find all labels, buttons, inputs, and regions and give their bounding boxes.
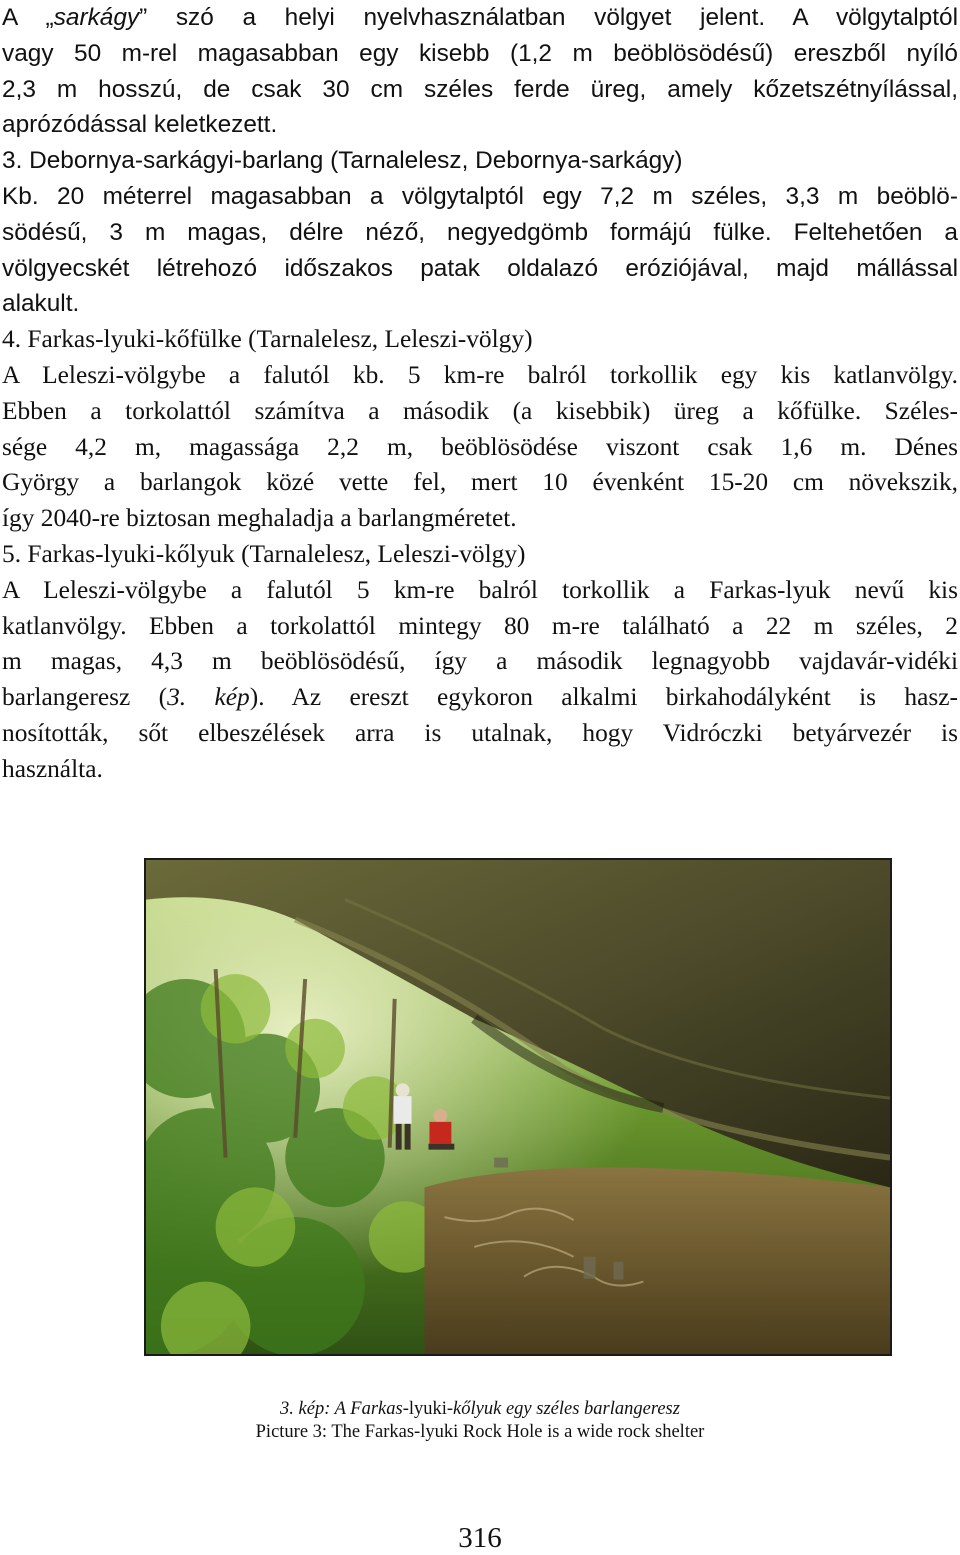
figure-caption-hungarian: 3. kép: A Farkas-lyuki-kőlyuk egy széles barlangeresz	[280, 1399, 680, 1419]
section-heading-4: 4. Farkas-lyuki-kőfülke (Tarnalelesz, Leleszi-völgy)	[2, 325, 533, 354]
paragraph-line: Kb. 20 méterrel magasabban a völgytalptól egy 7,2 m széles, 3,3 m beöblö-	[2, 182, 958, 210]
figure-caption-english: Picture 3: The Farkas-lyuki Rock Hole is a wide rock shelter	[255, 1422, 705, 1442]
paragraph-line: vagy 50 m-rel magasabban egy kisebb (1,2 m beöblösödésű) ereszből nyíló	[2, 39, 958, 67]
paragraph-line: A Leleszi-völgybe a falutól 5 km-re balról torkollik a Farkas-lyuk nevű kis	[2, 575, 958, 604]
paragraph-line: aprózódással keletkezett.	[2, 111, 278, 139]
paragraph-line: 2,3 m hosszú, de csak 30 cm széles ferde üreg, amely kőzetszétnyílással,	[2, 75, 958, 103]
paragraph-line: völgyecskét létrehozó időszakos patak oldalazó eróziójával, majd mállással	[2, 254, 958, 282]
figure-reference: 3. kép	[167, 683, 250, 712]
paragraph-line: nosították, sőt elbeszélések arra is utalnak, hogy Vidróczki betyárvezér is	[2, 718, 958, 747]
paragraph-line: A „sarkágy” szó a helyi nyelvhasználatban völgyet jelent. A völgytalptól	[2, 4, 958, 31]
paragraph-line: így 2040-re biztosan meghaladja a barlangméretet.	[2, 504, 517, 533]
paragraph-line: barlangeresz (3. kép). Az ereszt egykoron alkalmi birkahodályként is hasz-	[2, 683, 958, 712]
page-body	[2, 0, 958, 788]
paragraph-line: m magas, 4,3 m beöblösödésű, így a második legnagyobb vajdavár-vidéki	[2, 647, 958, 676]
paragraph-line: katlanvölgy. Ebben a torkolattól mintegy 80 m-re található a 22 m széles, 2	[2, 611, 958, 640]
paragraph-line: Ebben a torkolattól számítva a második (a kisebbik) üreg a kőfülke. Széles-	[2, 396, 958, 425]
paragraph-line: György a barlangok közé vette fel, mert 10 évenként 15-20 cm növekszik,	[2, 468, 958, 497]
page-number: 316	[458, 1522, 502, 1554]
paragraph-line: A Leleszi-völgybe a falutól kb. 5 km-re balról torkollik egy kis katlanvölgy.	[2, 360, 958, 389]
paragraph-line: használta.	[2, 754, 103, 783]
paragraph-line: sége 4,2 m, magassága 2,2 m, beöblösödése viszont csak 1,6 m. Dénes	[2, 432, 958, 461]
rock-shelter-illustration	[146, 860, 890, 1354]
paragraph-line: södésű, 3 m magas, délre néző, negyedgömb formájú fülke. Feltehetően a	[2, 218, 958, 246]
italic-term: sarkágy	[53, 4, 140, 31]
section-heading-3: 3. Debornya-sarkágyi-barlang (Tarnalelesz, Debornya-sarkágy)	[2, 147, 683, 175]
section-heading-5: 5. Farkas-lyuki-kőlyuk (Tarnalelesz, Leleszi-völgy)	[2, 539, 526, 568]
paragraph-line: alakult.	[2, 290, 80, 318]
cave-photo	[144, 858, 892, 1356]
